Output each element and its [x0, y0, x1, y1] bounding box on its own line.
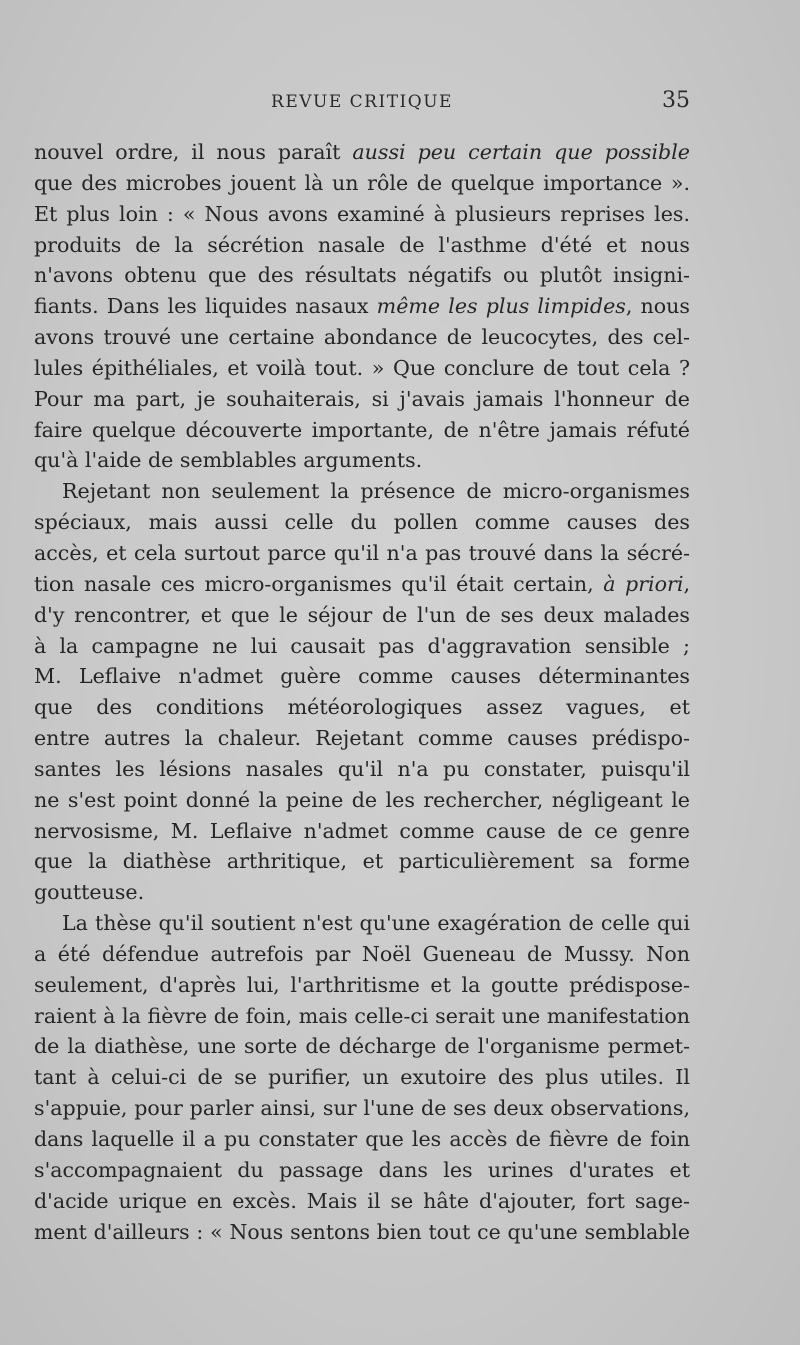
text-line [34, 445, 690, 476]
text-segment: entre autres la chaleur. Rejetant comme causes prédispo- [34, 726, 690, 751]
text-segment: de la diathèse, une sorte de décharge de l'organisme permet- [34, 1034, 690, 1059]
text-line [34, 1062, 690, 1093]
text-segment: nouvel ordre, il nous paraît [34, 140, 353, 164]
text-line [34, 939, 690, 970]
text-line [34, 1031, 690, 1062]
page-header [34, 88, 690, 122]
text-segment: tant à celui-ci de se purifier, un exutoire des plus utiles. Il [34, 1065, 690, 1090]
text-segment: Pour ma part, je souhaiterais, si j'avais jamais l'honneur de [34, 386, 690, 411]
text-line [34, 137, 690, 168]
text-segment: que la diathèse arthritique, et particulièrement sa forme [34, 849, 690, 874]
text-segment: M. Leflaive n'admet guère comme causes déterminantes [34, 664, 690, 689]
italic-text: aussi peu certain que possible [352, 140, 690, 164]
text-line [34, 230, 690, 261]
text-segment: qu'à l'aide de semblables arguments. [34, 448, 423, 473]
italic-text: à priori [603, 571, 684, 596]
text-segment: ment d'ailleurs : « Nous sentons bien tout ce qu'une semblable [34, 1219, 690, 1244]
text-segment: Rejetant non seulement la présence de micro-organismes [62, 479, 690, 504]
text-line [34, 846, 690, 877]
text-line [34, 970, 690, 1001]
text-line [34, 291, 690, 322]
running-title: REVUE CRITIQUE [271, 92, 453, 112]
text-line [34, 384, 690, 415]
text-segment: tion nasale ces micro-organismes qu'il était certain, [34, 571, 604, 596]
text-segment: santes les lésions nasales qu'il n'a pu constater, puisqu'il [34, 756, 690, 781]
text-segment: ne s'est point donné la peine de les rechercher, négligeant le [34, 787, 690, 812]
text-segment: goutteuse. [34, 880, 145, 905]
text-line [34, 600, 690, 631]
text-segment: avons trouvé une certaine abondance de leucocytes, des cel- [34, 325, 690, 350]
text-segment: seulement, d'après lui, l'arthritisme et la goutte prédispose- [34, 972, 690, 997]
text-line [34, 1217, 690, 1248]
text-line [34, 1093, 690, 1124]
text-segment: à la campagne ne lui causait pas d'aggravation sensible ; [34, 633, 690, 658]
text-line [34, 816, 690, 847]
text-segment: que des microbes jouent là un rôle de quelque importance ». [34, 170, 690, 195]
text-segment: produits de la sécrétion nasale de l'asthme d'été et nous [34, 232, 690, 257]
text-line [34, 661, 690, 692]
text-segment: dans laquelle il a pu constater que les accès de fièvre de foin [34, 1127, 690, 1151]
text-segment: raient à la fièvre de foin, mais celle-ci serait une manifestation [34, 1003, 690, 1028]
text-segment: que des conditions météorologiques assez vagues, et [34, 695, 690, 720]
text-line [34, 692, 690, 723]
text-line [34, 168, 690, 199]
text-segment: s'appuie, pour parler ainsi, sur l'une de ses deux observations, [34, 1096, 690, 1121]
text-line [34, 415, 690, 446]
text-line [34, 569, 690, 600]
text-segment: , [683, 571, 690, 596]
text-segment: spéciaux, mais aussi celle du pollen comme causes des [34, 510, 690, 535]
text-line [34, 908, 690, 939]
text-segment: Et plus loin : « Nous avons examiné à plusieurs reprises les. [34, 201, 690, 226]
text-line [34, 785, 690, 816]
text-segment: , nous [625, 294, 690, 319]
body-text [34, 137, 690, 1247]
text-line [34, 260, 690, 291]
text-segment: s'accompagnaient du passage dans les urines d'urates et [34, 1157, 690, 1182]
text-line [34, 353, 690, 384]
text-line [34, 1155, 690, 1186]
text-line [34, 723, 690, 754]
text-line [34, 631, 690, 662]
italic-text: même les plus limpides [376, 294, 626, 319]
text-line [34, 1186, 690, 1217]
text-line [34, 507, 690, 538]
text-line [34, 476, 690, 507]
text-segment: d'acide urique en excès. Mais il se hâte d'ajouter, fort sage- [34, 1188, 690, 1213]
text-line [34, 1001, 690, 1032]
text-segment: n'avons obtenu que des résultats négatifs ou plutôt insigni- [34, 263, 690, 288]
text-segment: a été défendue autrefois par Noël Gueneau de Mussy. Non [34, 941, 690, 966]
text-line [34, 754, 690, 785]
text-segment: La thèse qu'il soutient n'est qu'une exagération de celle qui [62, 911, 690, 936]
text-segment: d'y rencontrer, et que le séjour de l'un de ses deux malades [34, 602, 690, 627]
text-segment: faire quelque découverte importante, de n'être jamais réfuté [34, 417, 690, 442]
text-line [34, 199, 690, 230]
page-number: 35 [662, 88, 690, 113]
text-segment: nervosisme, M. Leflaive n'admet comme cause de ce genre [34, 818, 690, 843]
text-segment: accès, et cela surtout parce qu'il n'a pas trouvé dans la sécré- [34, 540, 690, 565]
text-line [34, 538, 690, 569]
text-segment: fiants. Dans les liquides nasaux [34, 294, 377, 319]
text-line [34, 877, 690, 908]
text-line [34, 1124, 690, 1155]
text-segment: lules épithéliales, et voilà tout. » Que conclure de tout cela ? [34, 355, 690, 380]
text-line [34, 322, 690, 353]
